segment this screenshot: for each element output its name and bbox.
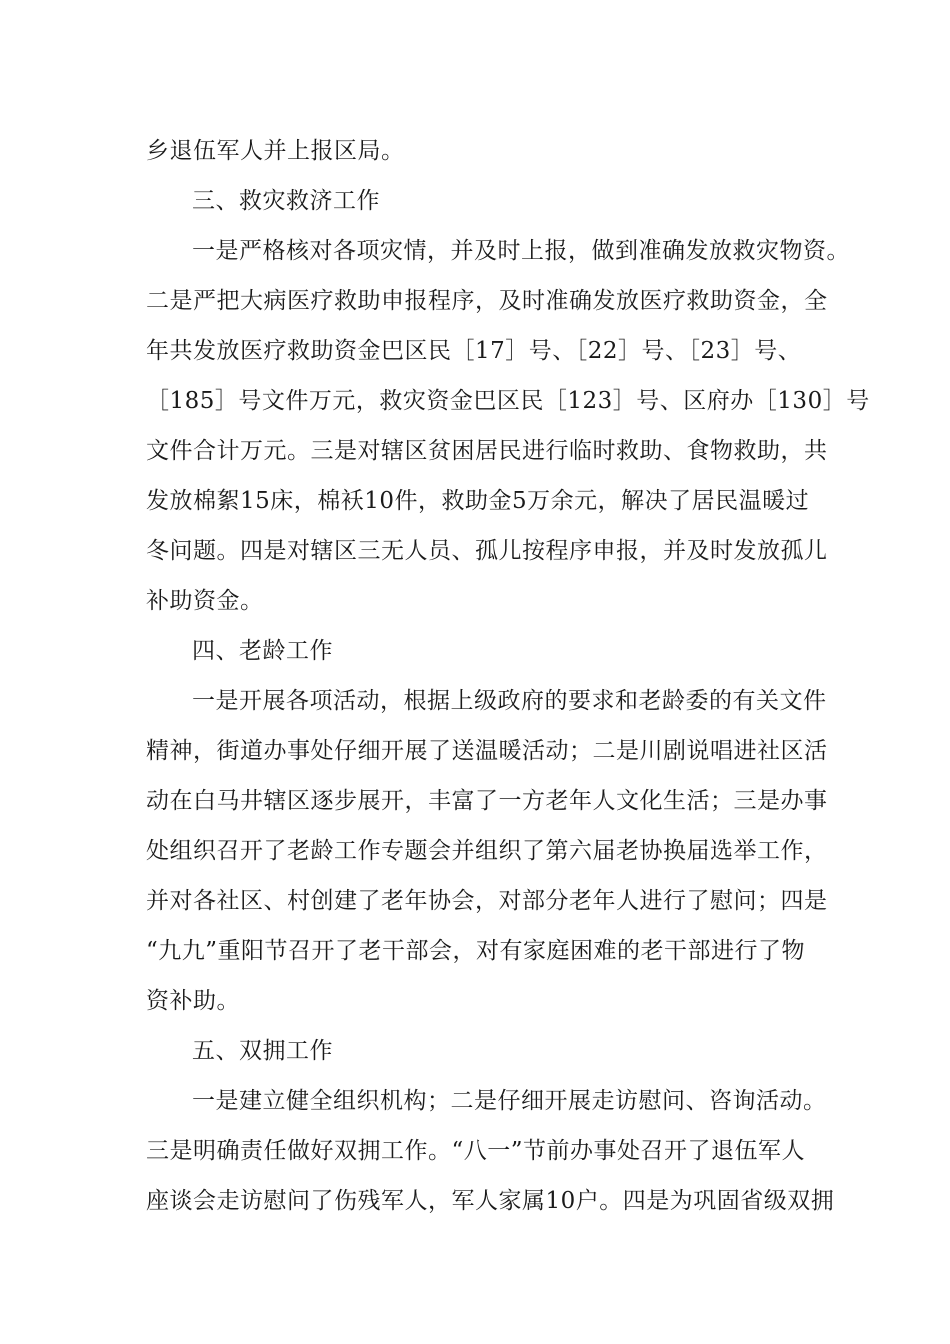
text-line: “九九”重阳节召开了老干部会，对有家庭困难的老干部进行了物 [146,938,806,964]
text-line: 文件合计万元。三是对辖区贫困居民进行临时救助、食物救助，共 [146,438,828,464]
text-line: 发放棉絮15床，棉袄10件，救助金5万余元，解决了居民温暖过 [146,488,810,514]
text-line: 处组织召开了老龄工作专题会并组织了第六届老协换届选举工作， [146,838,828,864]
text-line: 三是明确责任做好双拥工作。“八一”节前办事处召开了退伍军人 [146,1138,806,1164]
text-line: 乡退伍军人并上报区局。 [146,138,405,164]
text-line: 二是严把大病医疗救助申报程序，及时准确发放医疗救助资金，全 [146,288,828,314]
text-line: 年共发放医疗救助资金巴区民［17］号、［22］号、［23］号、 [146,338,802,364]
text-line: ［185］号文件万元，救灾资金巴区民［123］号、区府办［130］号 [146,388,870,414]
text-line: 精神，街道办事处仔细开展了送温暖活动；二是川剧说唱进社区活 [146,738,828,764]
text-line: 补助资金。 [146,588,264,614]
section-heading: 三、救灾救济工作 [192,188,380,214]
text-line: 一是建立健全组织机构；二是仔细开展走访慰问、咨询活动。 [192,1088,827,1114]
text-line: 一是开展各项活动，根据上级政府的要求和老龄委的有关文件 [192,688,827,714]
text-line: 资补助。 [146,988,240,1014]
section-heading: 四、老龄工作 [192,638,333,664]
text-line: 座谈会走访慰问了伤残军人，军人家属10户。四是为巩固省级双拥 [146,1188,835,1214]
section-heading: 五、双拥工作 [192,1038,333,1064]
text-line: 并对各社区、村创建了老年协会，对部分老年人进行了慰问；四是 [146,888,828,914]
text-line: 一是严格核对各项灾情，并及时上报，做到准确发放救灾物资。 [192,238,850,264]
text-line: 动在白马井辖区逐步展开，丰富了一方老年人文化生活；三是办事 [146,788,828,814]
text-line: 冬问题。四是对辖区三无人员、孤儿按程序申报，并及时发放孤儿 [146,538,828,564]
